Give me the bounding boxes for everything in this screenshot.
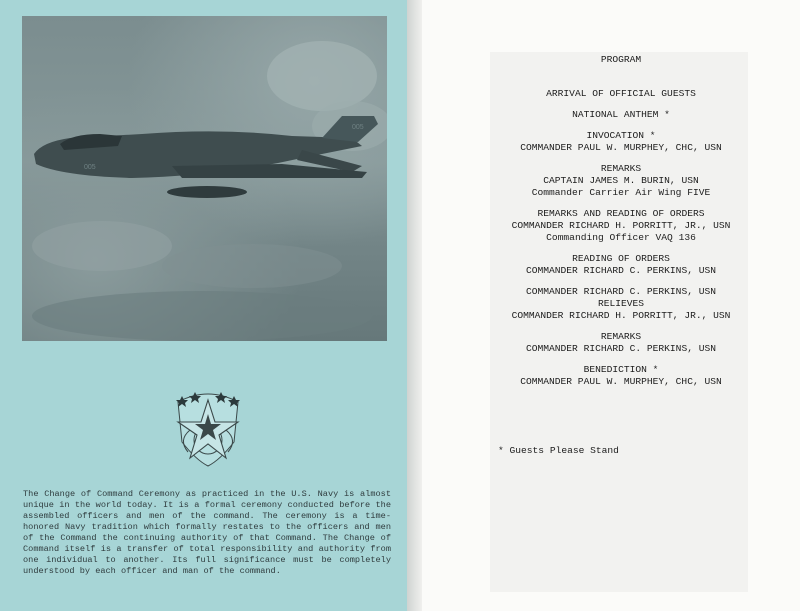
- program-item: [468, 208, 774, 244]
- program-line: RELIEVES: [597, 298, 645, 309]
- guests-stand-note: * Guests Please Stand: [498, 445, 619, 456]
- program-line: COMMANDER PAUL W. MURPHEY, CHC, USN: [520, 376, 722, 387]
- program-item: [468, 331, 774, 355]
- program-item: [468, 286, 774, 322]
- program-line: Commanding Officer VAQ 136: [546, 232, 696, 243]
- tail-marking: 005: [352, 124, 364, 131]
- program-line: REMARKS: [600, 163, 642, 174]
- program-title: PROGRAM: [600, 54, 642, 65]
- program-line: COMMANDER RICHARD C. PERKINS, USN: [526, 265, 716, 276]
- program-line: INVOCATION *: [586, 130, 656, 141]
- program-line: READING OF ORDERS: [572, 253, 670, 264]
- program-line: REMARKS: [600, 331, 642, 342]
- program-item: [468, 130, 774, 154]
- program-line: COMMANDER RICHARD C. PERKINS, USN: [526, 286, 716, 297]
- program-item: [468, 163, 774, 199]
- nose-marking: 005: [84, 164, 96, 171]
- program-line: COMMANDER RICHARD H. PORRITT, JR., USN: [511, 310, 731, 321]
- program-line: COMMANDER RICHARD H. PORRITT, JR., USN: [511, 220, 731, 231]
- program-item: [468, 88, 774, 100]
- program-list: [468, 54, 774, 388]
- program-line: NATIONAL ANTHEM *: [572, 109, 670, 120]
- program-line: Commander Carrier Air Wing FIVE: [531, 187, 711, 198]
- program-line: CAPTAIN JAMES M. BURIN, USN: [543, 175, 699, 186]
- ceremony-description: The Change of Command Ceremony as practiced in the U.S. Navy is almost unique in the world today. It is a formal ceremony conducted before the assembled officers and men of the command. The ceremony is a time-honored Navy tradition which formally restates to the officers and men of the Command the continuing authority of that Command. The Change of Command itself is a transfer of total responsibility and authority from one individual to another. Its full significance must be completely understood by each officer and man of the command.: [23, 489, 391, 576]
- program-line: COMMANDER PAUL W. MURPHEY, CHC, USN: [520, 142, 722, 153]
- program-line: COMMANDER RICHARD C. PERKINS, USN: [526, 343, 716, 354]
- program-line: ARRIVAL OF OFFICIAL GUESTS: [546, 88, 696, 99]
- star-emblem-icon: [168, 380, 248, 470]
- aircraft-illustration: [22, 16, 387, 341]
- program-item: [468, 109, 774, 121]
- program-item: [468, 253, 774, 277]
- program-line: BENEDICTION *: [583, 364, 659, 375]
- center-fold: [407, 0, 422, 611]
- aircraft-photo: [22, 16, 387, 341]
- program-item: [468, 364, 774, 388]
- program-line: REMARKS AND READING OF ORDERS: [537, 208, 705, 219]
